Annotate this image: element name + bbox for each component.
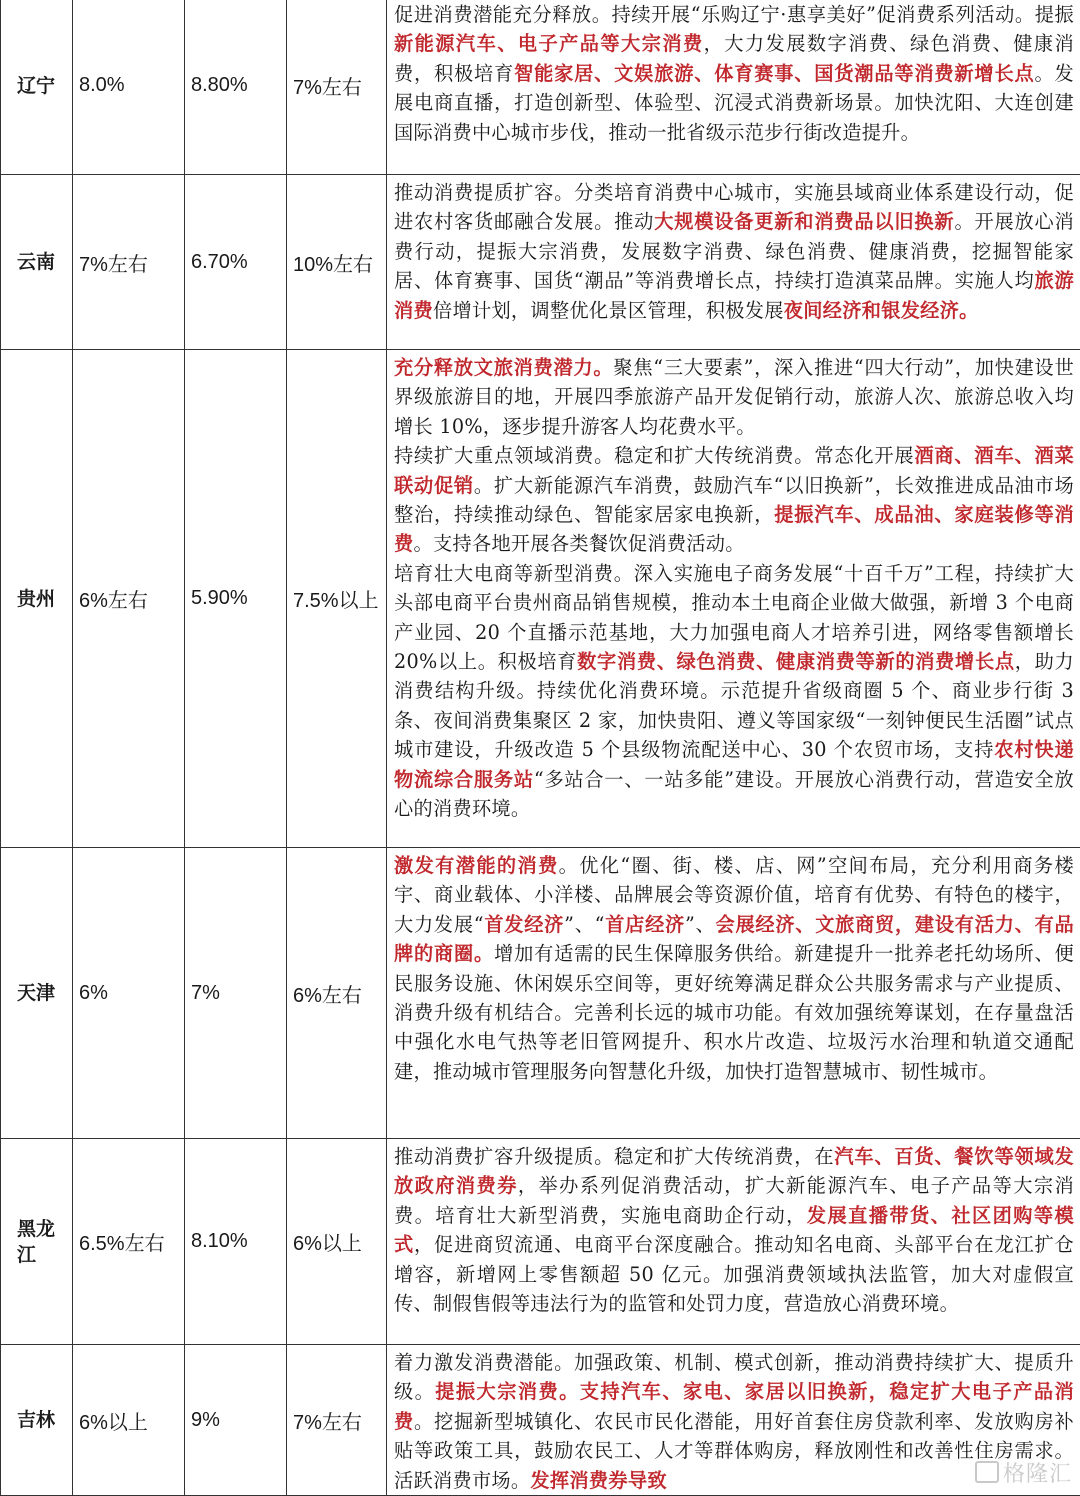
table-row bbox=[1, 0, 1080, 175]
body-text: ”、 bbox=[685, 913, 716, 936]
highlighted-text: 首发经济 bbox=[484, 913, 564, 936]
body-text: 。开展放心消费行动，提振大宗消费，发展数字消费、绿色消费、健康消费，挖掘智能家居、体育赛事、国货“潮品”等消费增长点，持续打造滇菜品牌。实施人均 bbox=[394, 210, 1074, 292]
province-cell: 云南 bbox=[1, 175, 73, 350]
highlighted-text: 夜间经济和银发经济。 bbox=[784, 299, 979, 322]
watermark bbox=[975, 1457, 1072, 1488]
table-row bbox=[1, 175, 1080, 350]
highlighted-text: 农村快递物流综合服务站 bbox=[394, 738, 1074, 790]
highlighted-text: 酒商、酒车、酒菜联动促销 bbox=[394, 444, 1074, 496]
highlighted-text: 充分释放文旅消费潜力。 bbox=[394, 356, 613, 379]
highlighted-text: 大规模设备更新和消费品以旧换新 bbox=[654, 210, 954, 233]
policy-paragraph bbox=[394, 0, 1074, 147]
policy-paragraph bbox=[394, 178, 1074, 325]
actual-growth-cell: 8.10% bbox=[185, 1139, 287, 1345]
body-text: “多站合一、一站多能”建设。开展放心消费行动，营造安全放心的消费环境。 bbox=[394, 768, 1074, 820]
highlighted-text: 首店经济 bbox=[605, 913, 685, 936]
body-text: 着力激发消费潜能。加强政策、机制、模式创新，推动消费持续扩大、提质升级。 bbox=[394, 1351, 1074, 1403]
body-text: ，大力发展数字消费、绿色消费、健康消费，积极培育 bbox=[394, 32, 1074, 84]
body-text: 。优化“圈、街、楼、店、网”空间布局，充分利用商务楼宇、商业载体、小洋楼、品牌展会等资源价值，培育有优势、有特色的楼宇，大力发展“ bbox=[394, 854, 1074, 936]
policy-description-cell bbox=[387, 175, 1080, 350]
body-text: ”、“ bbox=[564, 913, 605, 936]
watermark-logo-icon bbox=[975, 1461, 999, 1483]
province-cell: 天津 bbox=[1, 848, 73, 1139]
growth-target-cell: 6.5%左右 bbox=[73, 1139, 185, 1345]
policy-description-cell bbox=[387, 350, 1080, 848]
highlighted-text: 数字消费、绿色消费、健康消费等新的消费增长点 bbox=[577, 650, 1015, 673]
highlighted-text: 提振汽车、成品油、家庭装修等消费 bbox=[394, 503, 1074, 555]
body-text: ，助力消费结构升级。持续优化消费环境。示范提升省级商圈 5 个、商业步行街 3 条、夜间消费集聚区 2 家，加快贵阳、遵义等国家级“一刻钟便民生活圈”试点城市建设，升级改造 5 个县级物流配送中心、30 个农贸市场，支持 bbox=[394, 650, 1074, 761]
body-text: 推动消费提质扩容。分类培育消费中心城市，实施县域商业体系建设行动，促进农村客货邮融合发展。推动 bbox=[394, 181, 1074, 233]
table-row bbox=[1, 1139, 1080, 1345]
actual-growth-cell: 6.70% bbox=[185, 175, 287, 350]
consumption-target-cell: 7%左右 bbox=[287, 0, 387, 175]
body-text: 增加有适需的民生保障服务供给。新建提升一批养老托幼场所、便民服务设施、休闲娱乐空间等，更好统筹满足群众公共服务需求与产业提质、消费升级有机结合。完善利长远的城市功能。有效加强统筹谋划，在存量盘活中强化水电气热等老旧管网提升、积水片改造、垃圾污水治理和轨道交通配建，推动城市管理服务向智慧化升级，加快打造智慧城市、韧性城市。 bbox=[394, 942, 1074, 1083]
consumption-target-cell: 7.5%以上 bbox=[287, 350, 387, 848]
policy-paragraph bbox=[394, 559, 1074, 824]
body-text: 。支持各地开展各类餐饮促消费活动。 bbox=[414, 532, 745, 555]
actual-growth-cell: 8.80% bbox=[185, 0, 287, 175]
highlighted-text: 汽车、百货、餐饮等领域发放政府消费券 bbox=[394, 1145, 1074, 1197]
body-text: ，促进商贸流通、电商平台深度融合。推动知名电商、头部平台在龙江扩仓增容，新增网上零售额超 50 亿元。加强消费领域执法监管，加大对虚假宣传、制假售假等违法行为的监管和处罚力度，营造放心消费环境。 bbox=[394, 1233, 1074, 1315]
body-text: 促进消费潜能充分释放。持续开展“乐购辽宁·惠享美好”促消费系列活动。提振 bbox=[394, 3, 1074, 26]
highlighted-text: 提振大宗消费。支持汽车、家电、家居以旧换新，稳定扩大电子产品消费 bbox=[394, 1380, 1074, 1432]
actual-growth-cell: 5.90% bbox=[185, 350, 287, 848]
policy-paragraph bbox=[394, 1142, 1074, 1318]
table-row bbox=[1, 350, 1080, 848]
growth-target-cell: 6%左右 bbox=[73, 350, 185, 848]
policy-paragraph bbox=[394, 353, 1074, 441]
body-text: 推动消费扩容升级提质。稳定和扩大传统消费，在 bbox=[394, 1145, 834, 1168]
body-text: 培育壮大电商等新型消费。深入实施电子商务发展“十百千万”工程，持续扩大头部电商平台贵州商品销售规模，推动本土电商企业做大做强，新增 3 个电商产业园、20 个直播示范基地，大力加强电商人才培养引进，网络零售额增长 20%以上。积极培育 bbox=[394, 562, 1074, 673]
highlighted-text: 激发有潜能的消费 bbox=[394, 854, 559, 877]
province-cell: 吉林 bbox=[1, 1345, 73, 1496]
body-text: ，举办系列促消费活动，扩大新能源汽车、电子产品等大宗消费。培育壮大新型消费，实施电商助企行动， bbox=[394, 1174, 1074, 1226]
body-text: 。发展电商直播，打造创新型、体验型、沉浸式消费新场景。加快沈阳、大连创建国际消费中心城市步伐，推动一批省级示范步行街改造提升。 bbox=[394, 62, 1074, 144]
body-text: 倍增计划，调整优化景区管理，积极发展 bbox=[433, 299, 784, 322]
growth-target-cell: 6% bbox=[73, 848, 185, 1139]
highlighted-text: 会展经济、文旅商贸，建设有活力、有品牌的商圈。 bbox=[394, 913, 1074, 965]
table-row bbox=[1, 848, 1080, 1139]
actual-growth-cell: 9% bbox=[185, 1345, 287, 1496]
highlighted-text: 智能家居、文娱旅游、体育赛事、国货潮品等消费新增长点 bbox=[514, 62, 1034, 85]
consumption-target-cell: 6%左右 bbox=[287, 848, 387, 1139]
policy-paragraph bbox=[394, 1348, 1074, 1495]
watermark-text: 格隆汇 bbox=[1003, 1462, 1072, 1487]
body-text: 。扩大新能源汽车消费，鼓励汽车“以旧换新”，长效推进成品油市场整治，持续推动绿色、智能家居家电换新， bbox=[394, 474, 1074, 526]
actual-growth-cell: 7% bbox=[185, 848, 287, 1139]
province-cell: 辽宁 bbox=[1, 0, 73, 175]
province-cell: 黑龙江 bbox=[1, 1139, 73, 1345]
policy-description-cell bbox=[387, 1139, 1080, 1345]
policy-paragraph bbox=[394, 851, 1074, 1086]
highlighted-text: 新能源汽车、电子产品等大宗消费 bbox=[394, 32, 704, 55]
growth-target-cell: 6%以上 bbox=[73, 1345, 185, 1496]
policy-paragraph bbox=[394, 441, 1074, 559]
growth-target-cell: 7%左右 bbox=[73, 175, 185, 350]
policy-description-cell bbox=[387, 848, 1080, 1139]
highlighted-text: 发挥消费券导致 bbox=[530, 1469, 666, 1492]
consumption-target-cell: 7%左右 bbox=[287, 1345, 387, 1496]
policy-description-cell bbox=[387, 0, 1080, 175]
body-text: 持续扩大重点领域消费。稳定和扩大传统消费。常态化开展 bbox=[394, 444, 914, 467]
table-row bbox=[1, 1345, 1080, 1496]
consumption-target-cell: 10%左右 bbox=[287, 175, 387, 350]
province-cell: 贵州 bbox=[1, 350, 73, 848]
highlighted-text: 发展直播带货、社区团购等模式 bbox=[394, 1204, 1074, 1256]
growth-target-cell: 8.0% bbox=[73, 0, 185, 175]
body-text: 聚焦“三大要素”，深入推进“四大行动”，加快建设世界级旅游目的地，开展四季旅游产品开发促销行动，旅游人次、旅游总收入均增长 10%，逐步提升游客人均花费水平。 bbox=[394, 356, 1074, 438]
body-text: 。挖掘新型城镇化、农民市民化潜能，用好首套住房贷款利率、发放购房补贴等政策工具，鼓励农民工、人才等群体购房，释放刚性和改善性住房需求。活跃消费市场。 bbox=[394, 1410, 1074, 1492]
consumption-target-cell: 6%以上 bbox=[287, 1139, 387, 1345]
highlighted-text: 旅游消费 bbox=[394, 269, 1074, 321]
